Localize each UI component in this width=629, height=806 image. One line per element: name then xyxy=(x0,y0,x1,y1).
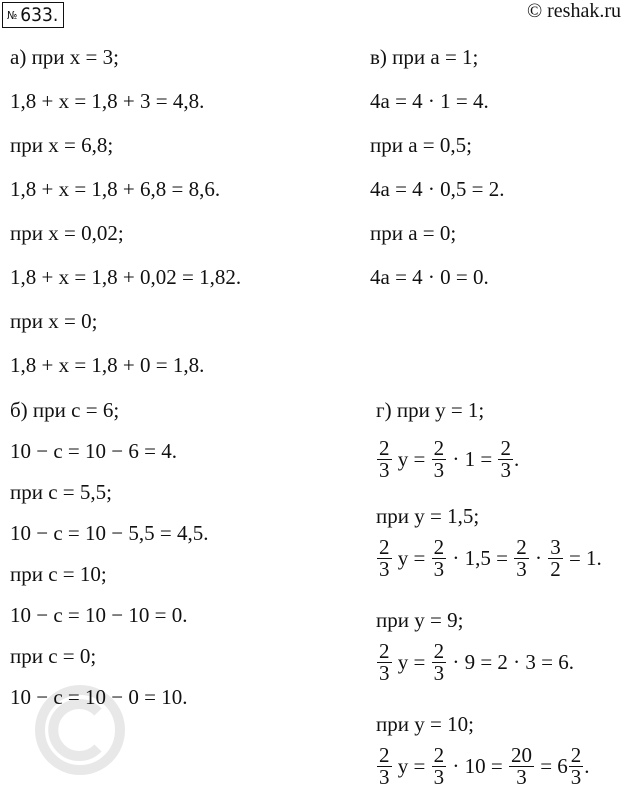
fraction xyxy=(377,438,392,481)
fraction xyxy=(377,537,392,580)
numerator: 2 xyxy=(500,436,511,460)
part-g xyxy=(376,398,626,803)
part-b xyxy=(10,398,330,718)
part-a-line: 1,8 + x = 1,8 + 3 = 4,8. xyxy=(10,89,205,113)
part-v-title: в) при a = 1; xyxy=(370,45,479,69)
part-g-eq-4 xyxy=(376,745,590,788)
fraction xyxy=(432,745,447,788)
denominator: 3 xyxy=(433,557,445,581)
fraction xyxy=(432,438,447,481)
fraction xyxy=(377,641,392,684)
part-g-condition: при y = 9; xyxy=(376,608,464,632)
equation-text: y = xyxy=(392,650,431,674)
fraction xyxy=(498,438,513,481)
numerator: 2 xyxy=(379,436,390,460)
part-g-eq-1 xyxy=(376,438,519,481)
part-g-condition: при y = 10; xyxy=(376,712,474,736)
equation-text: y = xyxy=(392,754,431,778)
part-a-line: 1,8 + x = 1,8 + 0,02 = 1,82. xyxy=(10,265,242,289)
part-b-line: 10 − c = 10 − 0 = 10. xyxy=(10,685,188,709)
fraction xyxy=(432,641,447,684)
part-b-line: 10 − c = 10 − 5,5 = 4,5. xyxy=(10,521,209,545)
part-a-title: а) при x = 3; xyxy=(10,45,119,69)
denominator: 3 xyxy=(379,557,390,581)
number-sign: № xyxy=(7,9,18,22)
part-b-line: при c = 5,5; xyxy=(10,480,112,504)
equation-text: y = xyxy=(392,546,431,570)
equation-text: = 1. xyxy=(563,546,602,570)
denominator: 3 xyxy=(433,765,445,789)
part-a xyxy=(10,45,330,377)
part-v-line: 4a = 4 · 0 = 0. xyxy=(370,265,489,289)
numerator: 2 xyxy=(433,639,445,663)
equation-text: · 10 = xyxy=(447,754,508,778)
part-v-line: 4a = 4 · 0,5 = 2. xyxy=(370,177,505,201)
part-b-title: б) при c = 6; xyxy=(10,398,120,422)
equation-text: · 1,5 = xyxy=(447,546,514,570)
part-a-line: 1,8 + x = 1,8 + 0 = 1,8. xyxy=(10,353,205,377)
denominator: 2 xyxy=(550,557,561,581)
numerator: 20 xyxy=(510,743,532,767)
part-b-line: 10 − c = 10 − 6 = 4. xyxy=(10,439,177,463)
problem-number xyxy=(2,2,64,28)
part-a-line: при x = 6,8; xyxy=(10,133,114,157)
denominator: 3 xyxy=(516,765,527,789)
equation-text: · xyxy=(529,546,548,570)
part-a-line: при x = 0; xyxy=(10,309,98,333)
equation-text: · 1 = xyxy=(447,447,498,471)
fraction xyxy=(548,537,563,580)
numerator: 2 xyxy=(379,743,390,767)
part-b-line: при c = 10; xyxy=(10,562,107,586)
part-a-line: при x = 0,02; xyxy=(10,221,124,245)
denominator: 3 xyxy=(570,765,582,789)
equation-text: . xyxy=(584,754,590,778)
numerator: 3 xyxy=(550,535,561,559)
part-g-eq-3 xyxy=(376,641,574,684)
equation-text: = 6 xyxy=(534,754,568,778)
equation-text: . xyxy=(513,447,520,471)
denominator: 3 xyxy=(433,661,445,685)
fraction xyxy=(569,745,584,788)
equation-text: y = xyxy=(392,447,431,471)
part-v-line: 4a = 4 · 1 = 4. xyxy=(370,89,489,113)
denominator: 3 xyxy=(516,557,527,581)
denominator: 3 xyxy=(500,458,511,482)
numerator: 2 xyxy=(433,743,445,767)
denominator: 3 xyxy=(433,458,445,482)
equation-text: · 9 = 2 · 3 = 6. xyxy=(447,650,575,674)
problem-number-text: 633. xyxy=(20,4,59,26)
part-v-line: при a = 0; xyxy=(370,221,457,245)
numerator: 2 xyxy=(379,535,390,559)
part-v-line: при a = 0,5; xyxy=(370,133,472,157)
fraction xyxy=(514,537,529,580)
part-a-line: 1,8 + x = 1,8 + 6,8 = 8,6. xyxy=(10,177,221,201)
denominator: 3 xyxy=(379,765,390,789)
numerator: 2 xyxy=(433,535,445,559)
part-b-line: 10 − c = 10 − 10 = 0. xyxy=(10,603,188,627)
fraction xyxy=(509,745,534,788)
part-g-title: г) при y = 1; xyxy=(376,398,485,422)
part-v xyxy=(370,45,620,289)
site-credit: © reshak.ru xyxy=(526,0,621,22)
numerator: 2 xyxy=(379,639,390,663)
part-g-condition: при y = 1,5; xyxy=(376,504,480,528)
denominator: 3 xyxy=(379,458,390,482)
numerator: 2 xyxy=(433,436,445,460)
numerator: 2 xyxy=(570,743,582,767)
fraction xyxy=(377,745,392,788)
numerator: 2 xyxy=(516,535,527,559)
part-b-line: при c = 0; xyxy=(10,644,97,668)
denominator: 3 xyxy=(379,661,390,685)
part-g-eq-2 xyxy=(376,537,602,580)
fraction xyxy=(432,537,447,580)
